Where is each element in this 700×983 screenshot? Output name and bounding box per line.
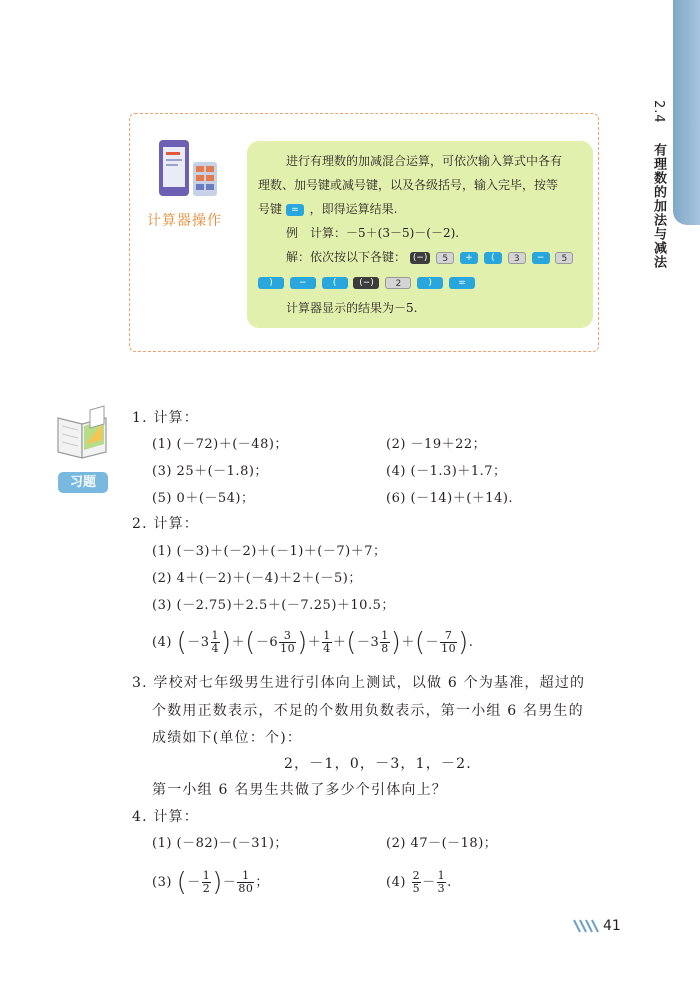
solution-prefix: 解：依次按以下各键：: [286, 250, 407, 264]
numerator: 1: [381, 629, 389, 642]
numerator: 2: [412, 869, 421, 882]
equals-key: =: [286, 204, 304, 216]
fraction: [412, 870, 422, 895]
fraction: [211, 630, 221, 655]
denominator: 2: [202, 882, 211, 895]
section-number: 2.4: [651, 100, 666, 124]
key-digit: 5: [555, 252, 573, 264]
left-paren: (: [176, 627, 188, 658]
problem-1-item-4: (4) (－1.3)＋1.7；: [386, 464, 507, 479]
denominator: 3: [437, 882, 446, 895]
numerator: 1: [202, 869, 211, 882]
problem-2-item-2: (2) 4＋(－2)＋(－4)＋2＋(－5)；: [152, 571, 362, 586]
exercise-badge: 习题: [58, 472, 108, 493]
key-close-paren: ): [417, 277, 443, 289]
denominator: 4: [323, 642, 331, 655]
problem-1-item-5: (5) 0＋(－54)；: [152, 491, 255, 506]
item-label: (3): [152, 875, 172, 890]
calculator-phone-icon: [155, 138, 221, 202]
section-title: 有理数的加法与减法: [651, 142, 666, 269]
key-negative: (−): [353, 277, 379, 289]
note-line-1: 进行有理数的加减混合运算，可依次输入算式中各有: [286, 154, 563, 168]
problem-2-item-3: (3) (－2.75)＋2.5＋(－7.25)＋10.5；: [152, 598, 395, 613]
left-paren: (: [245, 627, 256, 658]
problem-1-heading: 1. 计算：: [132, 410, 200, 426]
problem-4-item-2: (2) 47－(－18)；: [386, 836, 498, 851]
note-line-3-start: 号键: [258, 202, 283, 216]
whole-part: －3: [187, 635, 210, 650]
problem-1-item-1: (1) (－72)＋(－48)；: [152, 437, 288, 452]
left-paren: (: [414, 627, 426, 658]
key-close-paren: ): [258, 277, 284, 289]
right-paren: ): [221, 627, 232, 658]
problem-4-item-4: (4) $\frac{2}{5}$ － $\frac{1}{3}$ .: [386, 869, 452, 895]
problem-4-item-1: (1) (－82)－(－31)；: [152, 836, 288, 851]
problem-3-line-1: 3. 学校对七年级男生进行引体向上测试，以做 6 个为基准，超过的: [132, 675, 586, 691]
denominator: 8: [381, 642, 389, 655]
numerator: 7: [440, 630, 457, 643]
right-paren: ): [212, 867, 223, 898]
item-label: (4): [152, 635, 172, 650]
left-paren: (: [176, 867, 188, 898]
calculator-box-title: 计算器操作: [147, 213, 222, 229]
numerator: 1: [437, 869, 446, 882]
denominator: 10: [280, 642, 296, 655]
note-line-3: [258, 202, 398, 216]
denominator: 10: [441, 642, 457, 655]
page-number-stripes-icon: [572, 918, 602, 934]
whole-part: －6: [255, 635, 279, 650]
fraction: [322, 630, 332, 655]
solution-keys-row-2: [258, 275, 477, 291]
problem-1-item-3: (3) 25＋(－1.8)；: [152, 464, 268, 479]
result-line: 计算器显示的结果为－5.: [286, 301, 418, 315]
fraction: [437, 870, 447, 895]
problem-3-line-3: 成绩如下(单位：个)：: [152, 730, 303, 746]
page-number: 41: [603, 918, 621, 934]
key-digit: 3: [508, 252, 526, 264]
key-digit: 5: [436, 252, 454, 264]
numerator: 1: [323, 629, 331, 642]
denominator: 80: [238, 882, 254, 895]
solution-line: [286, 250, 575, 264]
right-paren: ): [458, 627, 469, 658]
right-paren: ): [390, 627, 402, 658]
example-line: 例 计算：－5＋(3－5)－(－2).: [286, 226, 460, 240]
numerator: 1: [237, 870, 254, 883]
fraction: [202, 870, 212, 895]
note-line-3-end: ，即得运算结果.: [309, 202, 398, 216]
problem-2-item-4: (4) (－3 $\frac{1}{4}$ )＋(－6 $\frac{3}{10}$ )＋ $\frac{1}{4}$ ＋(－3 $\frac{1}{8}$ )＋(－ $\frac{7}{10}$ ).: [152, 627, 474, 658]
whole-part: －3: [356, 635, 380, 650]
right-paren: ): [297, 627, 308, 658]
problem-2-heading: 2. 计算：: [132, 516, 200, 532]
key-equals: =: [449, 277, 475, 289]
key-digit: 2: [385, 277, 411, 289]
key-plus: +: [460, 252, 478, 264]
problem-4-item-3: (3) (－ $\frac{1}{2}$ )－ $\frac{1}{80}$ ；: [152, 867, 269, 898]
note-line-2: 理数、加号键或减号键，以及各级括号，输入完毕，按等: [258, 178, 559, 192]
key-minus: −: [532, 252, 550, 264]
section-heading-vertical: [642, 100, 668, 269]
fraction: [440, 630, 457, 655]
problem-1-item-2: (2) －19＋22；: [386, 437, 487, 452]
denominator: 5: [412, 882, 421, 895]
key-open-paren: (: [484, 252, 502, 264]
fraction: [380, 630, 390, 655]
fraction: [279, 630, 296, 655]
numerator: 1: [211, 629, 219, 642]
denominator: 4: [211, 642, 219, 655]
key-minus: −: [290, 277, 316, 289]
problem-2-item-1: (1) (－3)＋(－2)＋(－1)＋(－7)＋7；: [152, 544, 387, 559]
problem-4-heading: 4. 计算：: [132, 809, 200, 825]
problem-3-data: 2，－1，0，－3，1，－2.: [284, 756, 472, 772]
numerator: 3: [279, 630, 296, 643]
chapter-side-tab: [673, 0, 700, 225]
item-label: (4): [386, 875, 406, 890]
key-negative: (−): [410, 252, 431, 264]
problem-3-question: 第一小组 6 名男生共做了多少个引体向上？: [152, 782, 448, 798]
key-open-paren: (: [322, 277, 348, 289]
problem-3-line-2: 个数用正数表示，不足的个数用负数表示，第一小组 6 名男生的: [152, 703, 584, 719]
problem-1-item-6: (6) (－14)＋(＋14).: [386, 491, 514, 506]
open-book-icon: [54, 404, 112, 460]
fraction: [237, 870, 254, 895]
left-paren: (: [346, 627, 357, 658]
